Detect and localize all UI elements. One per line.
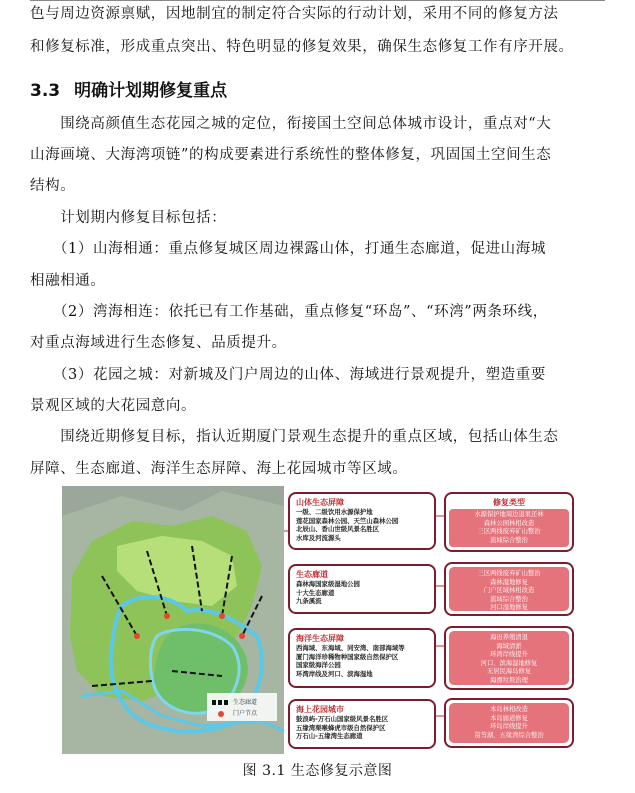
- paragraph-1-line3: 结构。: [30, 178, 76, 194]
- legend-gate: [212, 708, 257, 719]
- gate-node: [219, 613, 225, 619]
- paragraph-1-line2: 山海画境、大海湾项链”的构成要素进行系统性的整体修复，巩固国土空间生态: [30, 147, 552, 163]
- type-line: 本岛廊道修复: [490, 714, 528, 722]
- section-heading: [30, 76, 227, 101]
- type-fill: [449, 509, 569, 547]
- section-title: 明确计划期修复重点: [74, 81, 228, 101]
- category-line: 国家级海洋公园: [296, 661, 341, 670]
- paragraph-4-line1: （2）湾海相连：依托已有工作基础，重点修复“环岛”、“环湾”两条环线，: [30, 304, 548, 320]
- category-title: 山体生态屏障: [296, 498, 344, 507]
- category-line: 森林海国家级湿地公园: [296, 580, 360, 588]
- paragraph-5-line1: （3）花园之城：对新城及门户周边的山体、海域进行景观提升，塑造重要: [30, 367, 546, 383]
- type-box-garden: [444, 698, 574, 748]
- type-box-inner: [449, 703, 569, 743]
- paragraph-1-line1: 围绕高颜值生态花园之城的定位，衔接国土空间总体城市设计，重点对“大: [30, 116, 552, 132]
- legend-gate-label: 门户节点: [233, 710, 258, 717]
- paragraph-3-line1: （1）山海相通：重点修复城区周边裸露山体，打通生态廊道，促进山海城: [30, 241, 546, 257]
- type-line: 环湾岸线提升: [490, 651, 528, 658]
- category-line: 水库及河流源头: [296, 534, 341, 543]
- type-box-ocean: [444, 626, 574, 690]
- category-line: 北辰山、香山世级风景名胜区: [296, 525, 380, 534]
- category-line: 十大生态廊道: [296, 588, 335, 597]
- category-line: 环湾岸线及河口、滨海湿地: [296, 670, 373, 679]
- type-line: 森林公园林相改造: [483, 519, 535, 527]
- paragraph-intro-line2: 和修复标准，形成重点突出、特色明显的修复效果，确保生态修复工作有序开展。: [30, 39, 574, 55]
- paragraph-4-line2: 对重点海域进行生态修复、品质提升。: [30, 335, 287, 351]
- type-line: 河口、滨海湿地修复: [480, 659, 538, 667]
- legend-corridor: [212, 697, 257, 708]
- types-title: 修复类型: [493, 498, 525, 507]
- type-line: 水源保护地周边退果还林: [474, 511, 544, 518]
- map-legend: [212, 697, 257, 719]
- type-line: 海田养殖清退: [490, 634, 528, 641]
- type-line: 门户区域林相改造: [483, 587, 535, 594]
- figure-caption: 图 3.1 生态修复示意图: [242, 763, 393, 779]
- category-line: 一级、二级饮用水源保护地: [296, 508, 373, 516]
- category-line: 莲花国家森林公园、天竺山森林公园: [296, 516, 399, 525]
- paragraph-5-line2: 景观区域的大花园意向。: [30, 398, 197, 414]
- category-line: 厦门海洋珍稀物种国家级自然保护区: [296, 652, 399, 661]
- gate-swatch-icon: [218, 711, 224, 717]
- category-line: 鼓浪屿-万石山国家级风景名胜区: [296, 715, 389, 723]
- paragraph-intro-line1: 色与周边资源禀赋，因地制宜的制定符合实际的行动计划，采用不同的修复方法: [30, 6, 559, 22]
- gate-node: [164, 613, 170, 619]
- type-line: 海漂垃圾治理: [490, 676, 528, 684]
- category-mountain-box: [288, 492, 436, 550]
- type-line: 无居民海岛修复: [486, 668, 532, 675]
- type-box-mountain: [444, 492, 574, 552]
- category-title: 海洋生态屏障: [296, 634, 344, 643]
- type-line: 三区两线废弃矿山整治: [477, 528, 541, 535]
- category-title: 海上花园城市: [296, 705, 344, 714]
- paragraph-6-line1: 围绕近期修复目标，指认近期厦门景观生态提升的重点区域，包括山体生态: [30, 429, 559, 445]
- category-ocean-box: [288, 628, 436, 688]
- type-box-inner: [449, 567, 569, 611]
- section-number: 3.3: [30, 81, 61, 101]
- category-corridor-box: [288, 564, 436, 614]
- category-title: 生态廊道: [296, 570, 328, 579]
- header-rule: [30, 0, 605, 1]
- type-line: 流域综合整治: [490, 595, 528, 603]
- type-line: 筼筜湖、五缘湾综合整治: [474, 731, 544, 739]
- paragraph-6-line2: 屏障、生态廊道、海洋生态屏障、海上花园城市等区域。: [30, 461, 408, 477]
- type-line: 海域清淤: [496, 642, 522, 650]
- type-box-inner: [449, 497, 569, 547]
- category-garden-box: [288, 699, 436, 749]
- type-line: 三区两线废弃矿山整治: [477, 570, 541, 577]
- type-box-corridor: [444, 562, 574, 616]
- gate-node: [239, 633, 245, 639]
- category-line: 五缘湾栗喉蜂虎市级自然保护区: [296, 723, 386, 732]
- category-line: 万石山-五缘湾生态廊道: [296, 732, 363, 741]
- type-box-inner: [449, 631, 569, 685]
- eco-restoration-figure: [62, 486, 580, 754]
- paragraph-3-line2: 相融相通。: [30, 273, 106, 289]
- type-line: 河口湿地修复: [490, 604, 528, 611]
- legend-corridor-label: 生态廊道: [233, 699, 258, 706]
- type-line: 流域综合整治: [490, 536, 528, 544]
- gate-node: [134, 633, 140, 639]
- category-line: 西海域、东海域、同安湾、南部海域等: [296, 644, 405, 652]
- type-line: 环岛岸线提升: [490, 723, 528, 730]
- category-line: 九条溪流: [296, 597, 322, 606]
- type-line: 本岛林相改造: [490, 706, 528, 713]
- corridor-swatch-icon: [212, 700, 230, 705]
- paragraph-2: 计划期内修复目标包括：: [30, 210, 227, 226]
- type-line: 森林湿地修复: [490, 578, 528, 586]
